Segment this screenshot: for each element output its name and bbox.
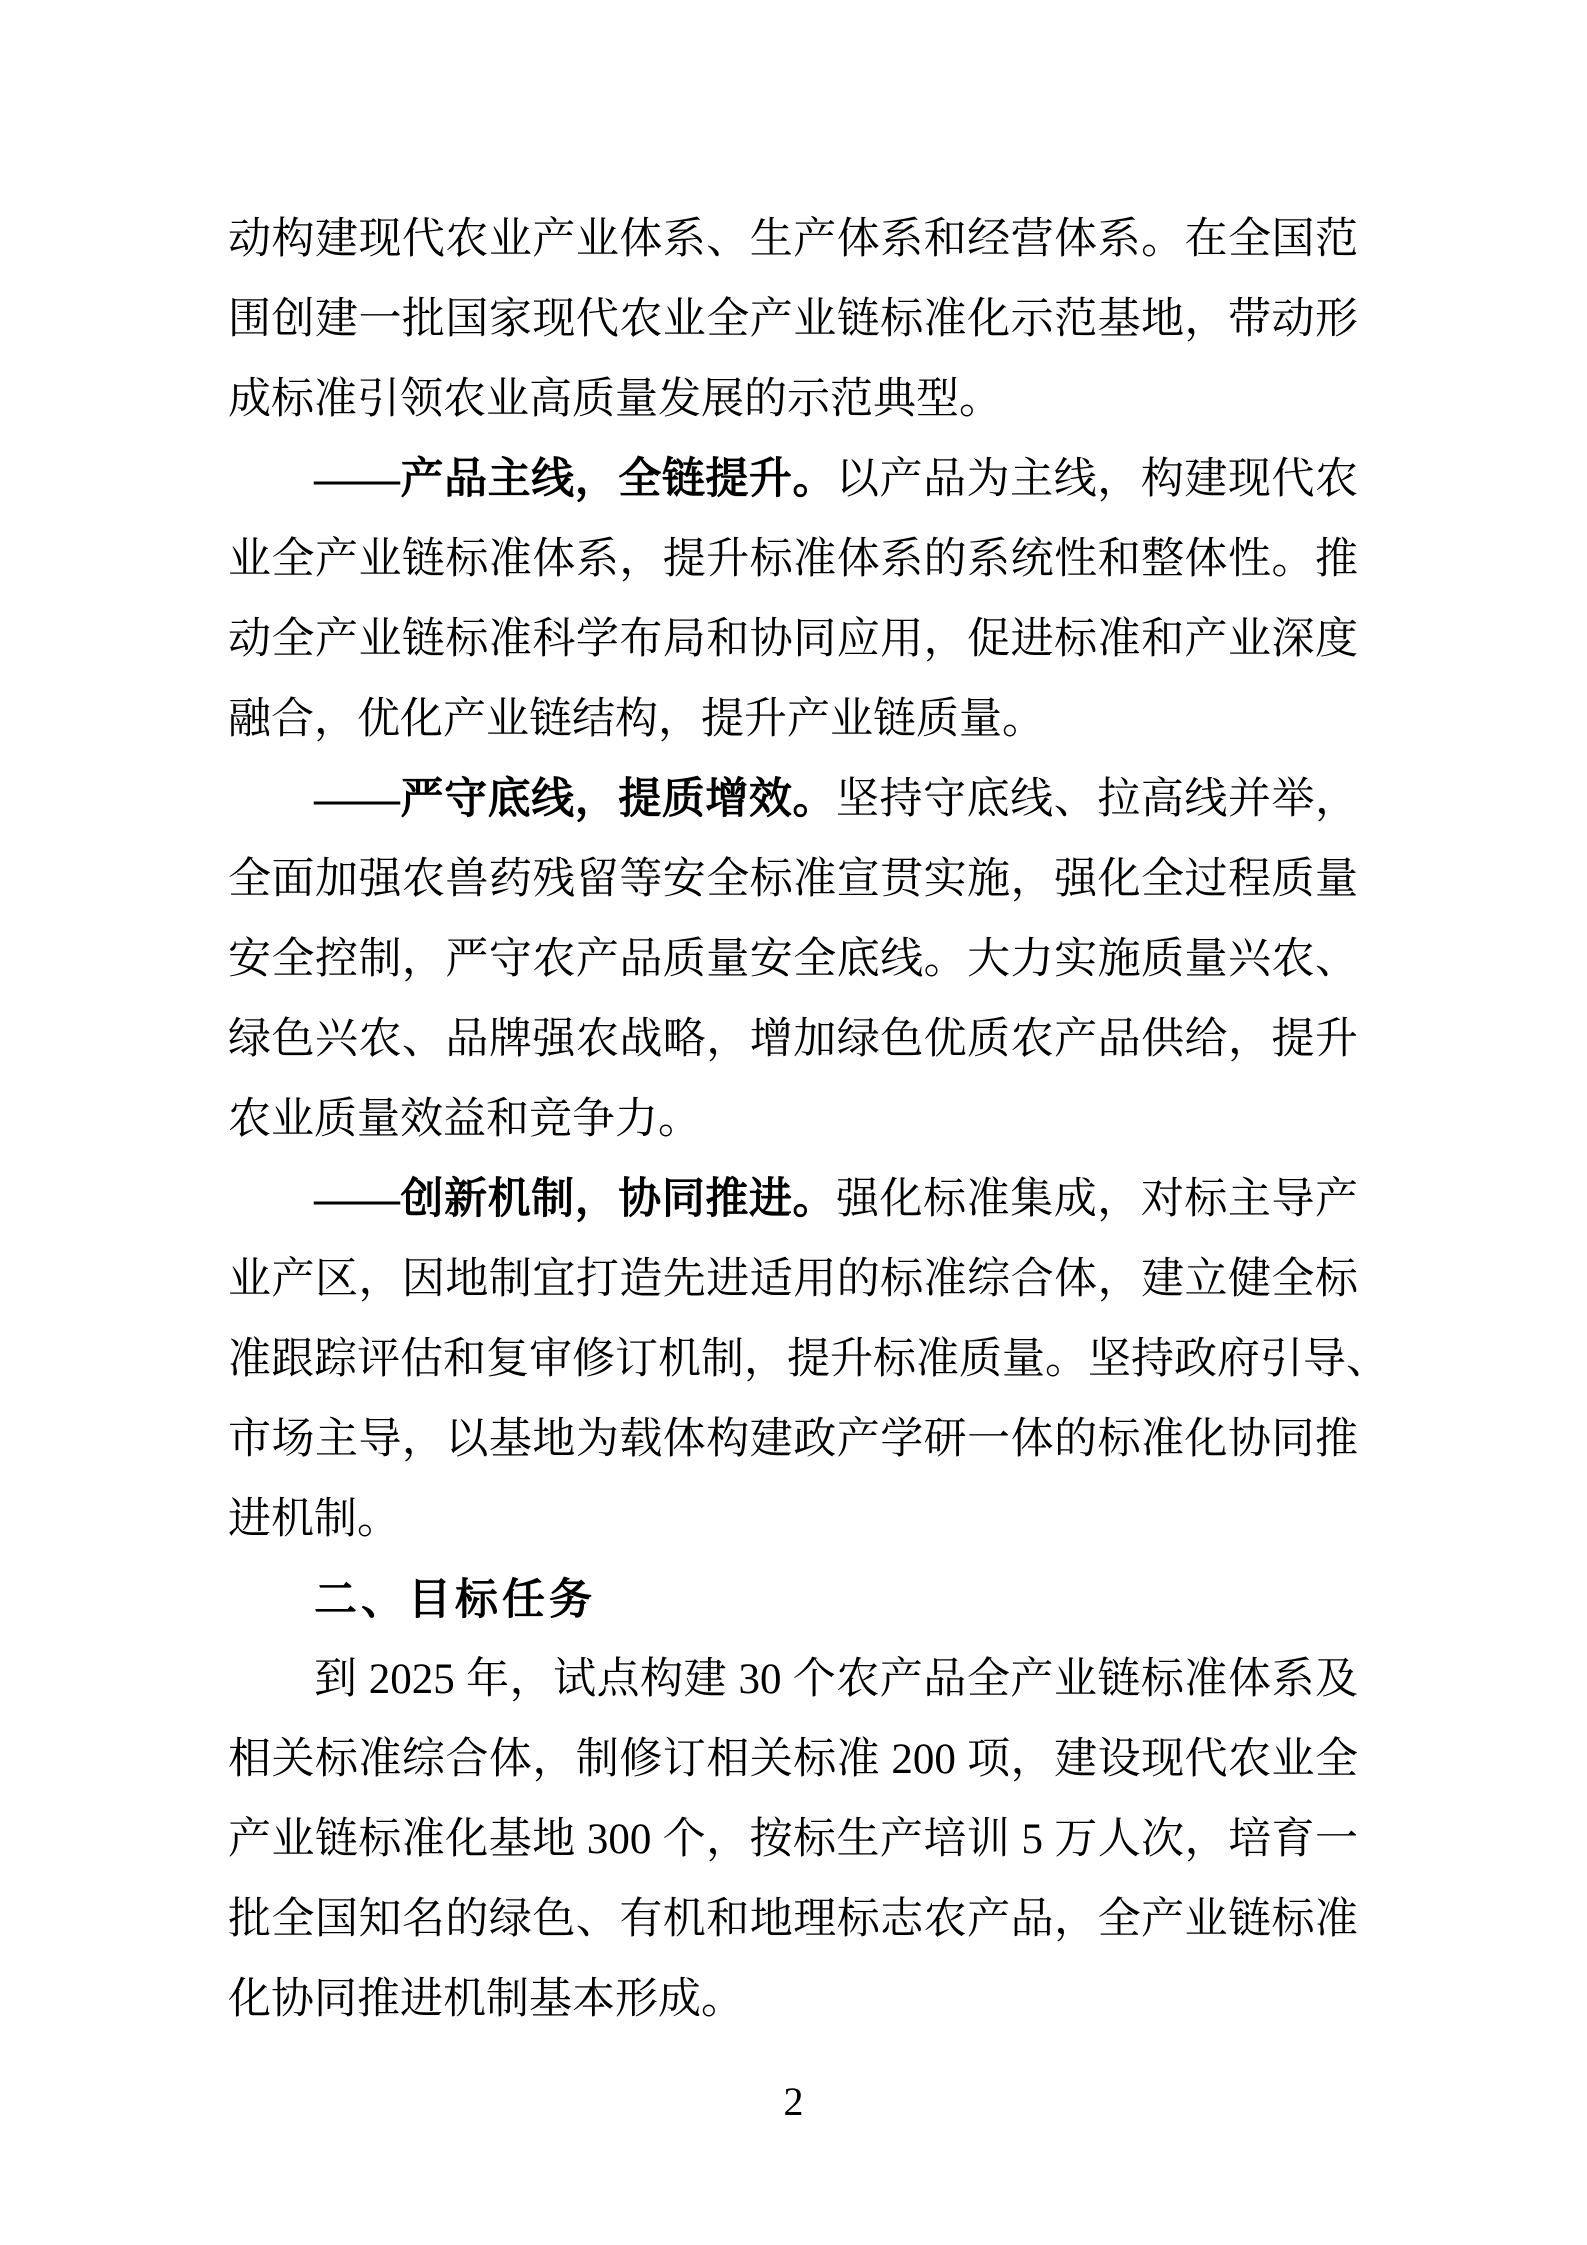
text-line-content: 动全产业链标准科学布局和协同应用，促进标准和产业深度: [228, 616, 1358, 663]
text-line-content: 批全国知名的绿色、有机和地理标志农产品，全产业链标准: [228, 1896, 1358, 1943]
text-line: [228, 440, 1358, 520]
page-number: 2: [783, 2079, 804, 2124]
text-line: [228, 1960, 1358, 2040]
text-line: [228, 280, 1358, 360]
text-line-content: 化协同推进机制基本形成。: [228, 1976, 744, 2023]
text-line: [228, 1080, 1358, 1160]
text-line-content: 动构建现代农业产业体系、生产体系和经营体系。在全国范: [228, 216, 1358, 263]
text-line: [228, 1000, 1358, 1080]
text-line-content: 进机制。: [228, 1496, 400, 1543]
text-line: [228, 360, 1358, 440]
text-line-content: 相关标准综合体，制修订相关标准 200 项，建设现代农业全: [228, 1736, 1358, 1783]
text-line: [228, 600, 1358, 680]
text-line: [228, 1240, 1358, 1320]
text-line-content: 以产品为主线，构建现代农: [836, 456, 1358, 503]
text-line: [228, 1800, 1358, 1880]
section-heading: [228, 1560, 1358, 1640]
text-line-content: 市场主导，以基地为载体构建政产学研一体的标准化协同推: [228, 1416, 1358, 1463]
text-line-content: 准跟踪评估和复审修订机制，提升标准质量。坚持政府引导、: [228, 1336, 1389, 1383]
text-line-content: 安全控制，严守农产品质量安全底线。大力实施质量兴农、: [228, 936, 1358, 983]
text-line-content: 全面加强农兽药残留等安全标准宣贯实施，强化全过程质量: [228, 856, 1358, 903]
text-line: [228, 920, 1358, 1000]
text-line-content: 坚持守底线、拉高线并举，: [836, 776, 1358, 823]
text-line-content: 业产区，因地制宜打造先进适用的标准综合体，建立健全标: [228, 1256, 1358, 1303]
text-line-content: 成标准引领农业高质量发展的示范典型。: [228, 376, 1002, 423]
text-line-content: 围创建一批国家现代农业全产业链标准化示范基地，带动形: [228, 296, 1358, 343]
text-line: [228, 1880, 1358, 1960]
runin-heading: ——严守底线，提质增效。: [314, 776, 836, 823]
text-line-content: 强化标准集成，对标主导产: [836, 1176, 1358, 1223]
text-line-content: 产业链标准化基地 300 个，按标生产培训 5 万人次，培育一: [228, 1816, 1358, 1863]
text-line: [228, 1160, 1358, 1240]
text-line-content: 绿色兴农、品牌强农战略，增加绿色优质农产品供给，提升: [228, 1016, 1358, 1063]
text-line: [228, 1640, 1358, 1720]
text-line: [228, 1320, 1389, 1400]
text-line: [228, 200, 1358, 280]
text-line: [228, 1480, 1358, 1560]
section-heading-text: 二、目标任务: [314, 1576, 596, 1624]
text-line-content: 到 2025 年，试点构建 30 个农产品全产业链标准体系及: [314, 1656, 1358, 1703]
runin-heading: ——产品主线，全链提升。: [314, 456, 836, 503]
text-line: [228, 680, 1358, 760]
text-line-content: 融合，优化产业链结构，提升产业链质量。: [228, 696, 1045, 743]
text-line: [228, 1400, 1358, 1480]
text-line: [228, 760, 1358, 840]
document-body: [228, 200, 1389, 2040]
text-line: [228, 840, 1358, 920]
text-line: [228, 1720, 1358, 1800]
runin-heading: ——创新机制，协同推进。: [314, 1176, 836, 1223]
text-line: [228, 520, 1358, 600]
text-line-content: 业全产业链标准体系，提升标准体系的系统性和整体性。推: [228, 536, 1358, 583]
text-line-content: 农业质量效益和竞争力。: [228, 1096, 701, 1143]
